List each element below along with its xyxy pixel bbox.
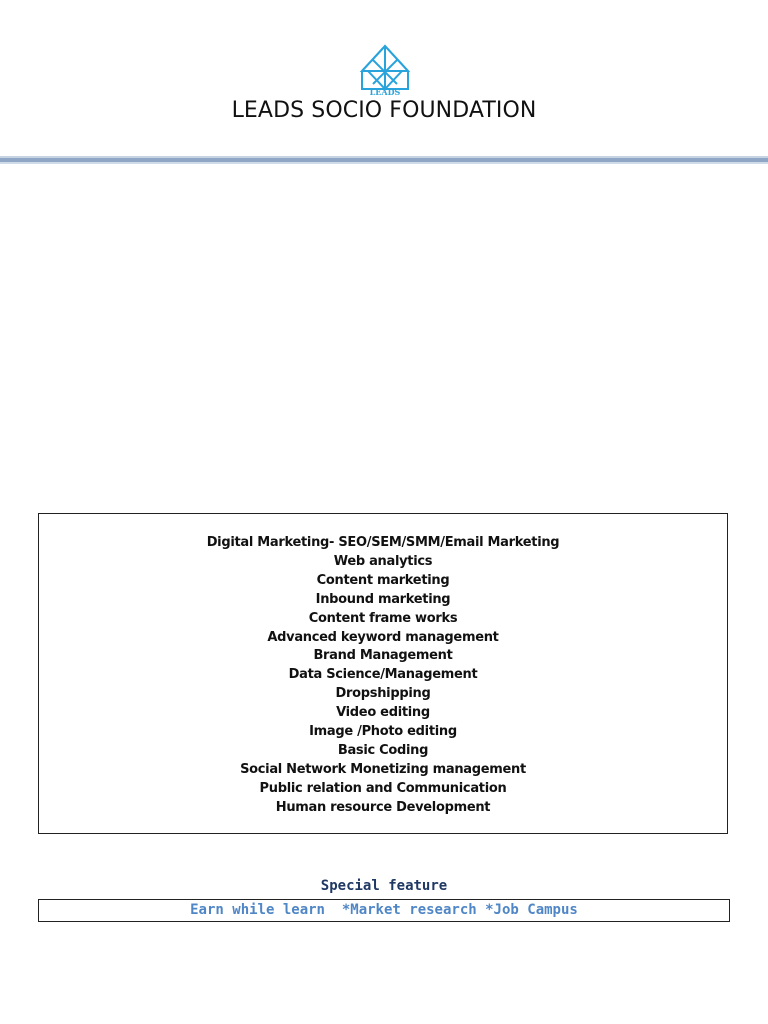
course-item: Social Network Monetizing management — [240, 761, 526, 777]
course-item: Digital Marketing- SEO/SEM/SMM/Email Marketing — [206, 535, 560, 550]
course-item: Basic Coding — [337, 742, 429, 758]
course-item: Public relation and Communication — [259, 780, 507, 796]
course-item: Brand Management — [313, 648, 453, 664]
special-feature-heading: Special feature — [320, 878, 448, 894]
special-feature-box — [38, 899, 730, 922]
course-list-box — [38, 513, 728, 834]
course-item: Data Science/Management — [288, 667, 478, 683]
course-item: Image /Photo editing — [309, 724, 457, 740]
course-item: Content frame works — [308, 610, 458, 626]
course-item: Content marketing — [316, 572, 450, 588]
special-feature-text: Earn while learn *Market research *Job Campus — [190, 902, 578, 918]
course-list — [39, 534, 727, 818]
course-item: Web analytics — [333, 553, 433, 569]
course-item: Inbound marketing — [315, 591, 451, 607]
course-item: Dropshipping — [335, 686, 431, 702]
page-header — [0, 0, 768, 160]
course-item: Advanced keyword management — [267, 629, 499, 645]
svg-text:LEADS: LEADS — [369, 87, 401, 96]
leads-logo-icon — [358, 44, 412, 96]
header-divider — [0, 156, 768, 166]
course-item: Human resource Development — [275, 799, 491, 815]
course-item: Video editing — [336, 705, 430, 721]
org-name: LEADS SOCIO FOUNDATION — [231, 98, 537, 123]
